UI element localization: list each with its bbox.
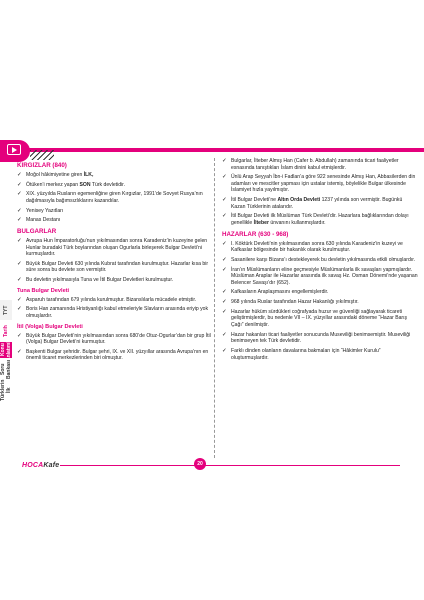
list-item: [222, 299, 418, 306]
list-item: [17, 208, 212, 215]
list-item: [222, 267, 418, 287]
item-text: Asparuh tarafından 679 yılında kurulmuştur. Bizanslılarla mücadele etmiştir.: [26, 296, 197, 303]
list-item: [17, 172, 212, 179]
item-text: İtil Bulgar Devleti ilk Müslüman Türk Devleti’dir. Hazarlara bağlıklarından dolayı genellikle: [231, 213, 409, 227]
item-text: Avrupa Hun İmparatorluğu’nun yıkılmasından sonra Karadeniz’in kuzeyine gelen Hunlar buradaki Türk boylarından oluşan Ogurlarla birleşerek Bulgar Devleti’ni kurmuşlardır.: [26, 237, 208, 258]
item-text: Türk devletidir.: [90, 181, 126, 188]
list-item: [222, 332, 418, 345]
logo-main: HOCA: [22, 462, 44, 469]
bullet-list: [17, 238, 212, 284]
list-item: [17, 191, 212, 204]
item-text: Yenisey Yazıtları: [26, 207, 64, 214]
play-triangle-icon: [12, 147, 17, 153]
list-item: [222, 158, 418, 171]
item-text: Ötüken’i merkez yapan: [26, 181, 80, 188]
item-text: 1237 yılında son vermiştir. Bugünkü Kazan Türklerinin atalarıdır.: [231, 197, 403, 210]
item-text: Büyük Bulgar Devleti 630 yılında Kubrat tarafından kurulmuştur. Hazarlar kısa bir süre sonra bu devlete son vermiştir.: [26, 260, 209, 274]
item-text: ünvanını kullanmışlardır.: [268, 220, 326, 227]
bullet-list: [222, 241, 418, 362]
item-text: İtil Bulgar Devleti’ne: [231, 197, 278, 204]
list-item: [17, 349, 212, 362]
column-divider: [214, 158, 215, 458]
item-text: Bu devletin yıkılmasıyla Tuna ve İtil Bulgar Devletleri kurulmuştur.: [26, 277, 174, 284]
side-tab: TYT: [0, 300, 12, 320]
item-text: Boris Han zamanında Hristiyanlığı kabul etmeleriyle Slavların arasında eriyip yok olmuşlardır.: [26, 306, 209, 319]
section-heading: HAZARLAR (630 - 968): [222, 230, 289, 238]
side-tab: Türklerin İlk: [0, 379, 12, 401]
item-text: Başkenti Bulgar şehridir. Bulgar şehri, IX. ve XII. yüzyıllar arasında Avrupa’nın en önemli ticaret merkezlerinden biri olmuştur.: [26, 348, 209, 362]
item-text: Hazarlar hüküm sürdükleri coğrafyada huzur ve güvenliği sağlayarak ticareti geliştirmişlerdir, bu nedenle VII – IX. yüzyıllar arasındaki döneme “Hazar Barış Çağı” denilmiştir.: [231, 308, 408, 329]
publisher-logo: [22, 462, 59, 469]
section-subheading: Tuna Bulgar Devleti: [17, 287, 70, 294]
logo-brand: Kafe: [43, 462, 60, 469]
item-text: Ünlü Arap Seyyah İbn-i Fadlan’a göre 922 senesinde Almış Han, Abbasilerden din adamları ve mescitler yapması için ustalar istemiş, böylelikle Bulgar ülkesinde İslamiyet hızla yayılmıştır.: [231, 174, 416, 194]
list-item: [222, 289, 418, 296]
bullet-list: [17, 297, 212, 320]
side-tabs: [0, 300, 12, 420]
bold-text: Altın Orda Devleti: [277, 197, 321, 204]
item-text: Büyük Bulgar Devleti’nin yıkılmasından sonra 680’de Otuz-Ogurlar’dan bir grup İtil (Volga) Bulgar Devleti’ni kurmuştur.: [26, 332, 211, 346]
right-column: [222, 158, 418, 364]
item-text: I. Köktürk Devleti’nin yıkılmasından sonra 630 yılında Karadeniz’in kuzeyi ve Kafkaslar bölgesinde bir hakanlık olarak kurulmuştur.: [231, 240, 403, 254]
list-item: [222, 213, 418, 226]
item-text: Bulgarlar, İlteber Almış Han (Cafer b. Abdullah) zamanında ticari faaliyetler esnasında tanıştıkları İslam dinini kabul etmişlerdir.: [231, 158, 399, 171]
bullet-list: [17, 333, 212, 362]
item-text: İran’ın Müslümanların eline geçmesiyle Müslümanlarla ilk savaşları yapmışlardır. Müslüman Araplar ile Hazarlar arasında ilk savaş Hz. Osman Dönemi’nde yaşanan Belencer Savaşı’dır (652).: [231, 266, 418, 286]
list-item: [222, 241, 418, 254]
header-ribbon: [0, 148, 424, 152]
list-item: [222, 197, 418, 210]
section-heading: KIRGIZLAR (840): [17, 162, 67, 169]
list-item: [222, 309, 418, 329]
list-item: [17, 217, 212, 224]
bold-text: SON: [79, 181, 91, 188]
list-item: [222, 257, 418, 264]
list-item: [222, 174, 418, 194]
list-item: [222, 348, 418, 361]
item-text: XIX. yüzyılda Rusların egemenliğine giren Kırgızlar, 1991’de Sovyet Rusya’nın dağılmasıyla bağımsızlıklarını kazandılar.: [26, 191, 203, 204]
side-tab: Konu Anlatımlı: [0, 339, 12, 361]
bullet-list: [222, 158, 418, 227]
left-column: [17, 158, 212, 365]
item-text: 968 yılında Ruslar tarafından Hazar Hakanlığı yıkılmıştır.: [231, 299, 359, 306]
list-item: [17, 297, 212, 304]
page-number: 20: [194, 458, 206, 470]
list-item: [17, 238, 212, 258]
list-item: [17, 182, 212, 189]
item-text: Hazar hakanları ticari faaliyetler sonucunda Museviliği benimsemiştir. Museviliği benimseyen tek Türk devletidir.: [231, 331, 411, 345]
list-item: [17, 277, 212, 284]
item-text: Sasanilere karşı Bizans’ı destekleyerek bu devletin yıkılmasında etkili olmuşlardır.: [231, 256, 416, 263]
item-text: Farklı dinden olanların davalarına bakmaları için “Hâkimler Kurulu” oluşturmuşlardır.: [231, 348, 381, 361]
item-text: Kafkasların Araplaşmasını engellemişlerdir.: [231, 289, 329, 296]
section-heading: BULGARLAR: [17, 227, 57, 235]
bold-text: İLK,: [83, 172, 94, 178]
list-item: [17, 261, 212, 274]
item-text: Manas Destanı: [26, 217, 61, 224]
section-subheading: İtil (Volga) Bulgar Devleti: [17, 323, 83, 330]
list-item: [17, 306, 212, 319]
list-item: [17, 333, 212, 346]
footer-line: [60, 465, 400, 466]
item-text: Moğol hâkimiyetine giren: [26, 172, 84, 178]
bullet-list: [17, 172, 212, 224]
side-tab: Soru Bankası: [0, 359, 12, 379]
bold-text: İlteber: [253, 220, 269, 227]
side-tab: Tarih: [3, 325, 9, 337]
